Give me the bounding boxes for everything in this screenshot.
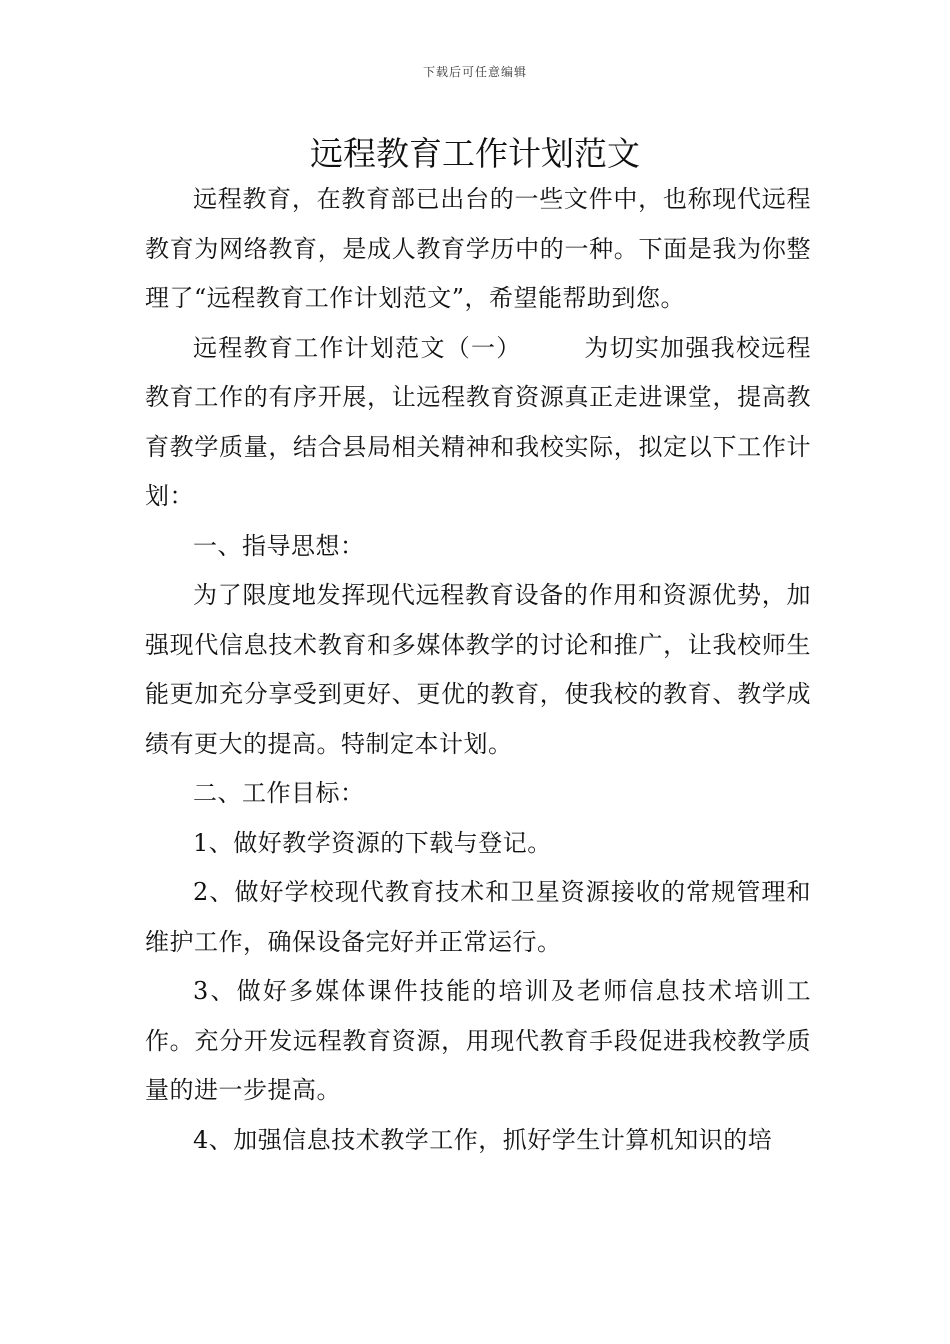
section1-heading: 一、指导思想： (193, 531, 365, 560)
page-header-note: 下载后可任意编辑 (422, 65, 527, 79)
goal-item-4: 4、加强信息技术教学工作，抓好学生计算机知识的培 (193, 1125, 773, 1154)
section2-heading: 二、工作目标： (193, 779, 365, 807)
sample-body: 为切实加强我校远程教育工作的有序开展，让远程教育资源真正走进课堂，提高教育教学质量，结合县局相关精神和我校实际，拟定以下工作计划： (145, 333, 812, 510)
document-body (145, 175, 811, 1165)
goal-item-1: 1、做好教学资源的下载与登记。 (193, 828, 552, 857)
sample-heading: 远程教育工作计划范文（一） (193, 333, 522, 362)
intro-paragraph: 远程教育，在教育部已出台的一些文件中，也称现代远程教育为网络教育，是成人教育学历中的一种。下面是我为你整理了“远程教育工作计划范文”，希望能帮助到您。 (145, 185, 811, 312)
goal-item-3: 3、做好多媒体课件技能的培训及老师信息技术培训工作。充分开发远程教育资源，用现代教育手段促进我校教学质量的进一步提高。 (145, 977, 811, 1104)
section1-body: 为了限度地发挥现代远程教育设备的作用和资源优势，加强现代信息技术教育和多媒体教学的讨论和推广，让我校师生能更加充分享受到更好、更优的教育，使我校的教育、教学成绩有更大的提高。特制定本计划。 (145, 581, 811, 758)
document-title: 远程教育工作计划范文 (310, 134, 640, 173)
goal-item-2: 2、做好学校现代教育技术和卫星资源接收的常规管理和维护工作，确保设备完好并正常运行。 (145, 878, 811, 956)
sample-paragraph (145, 324, 811, 522)
